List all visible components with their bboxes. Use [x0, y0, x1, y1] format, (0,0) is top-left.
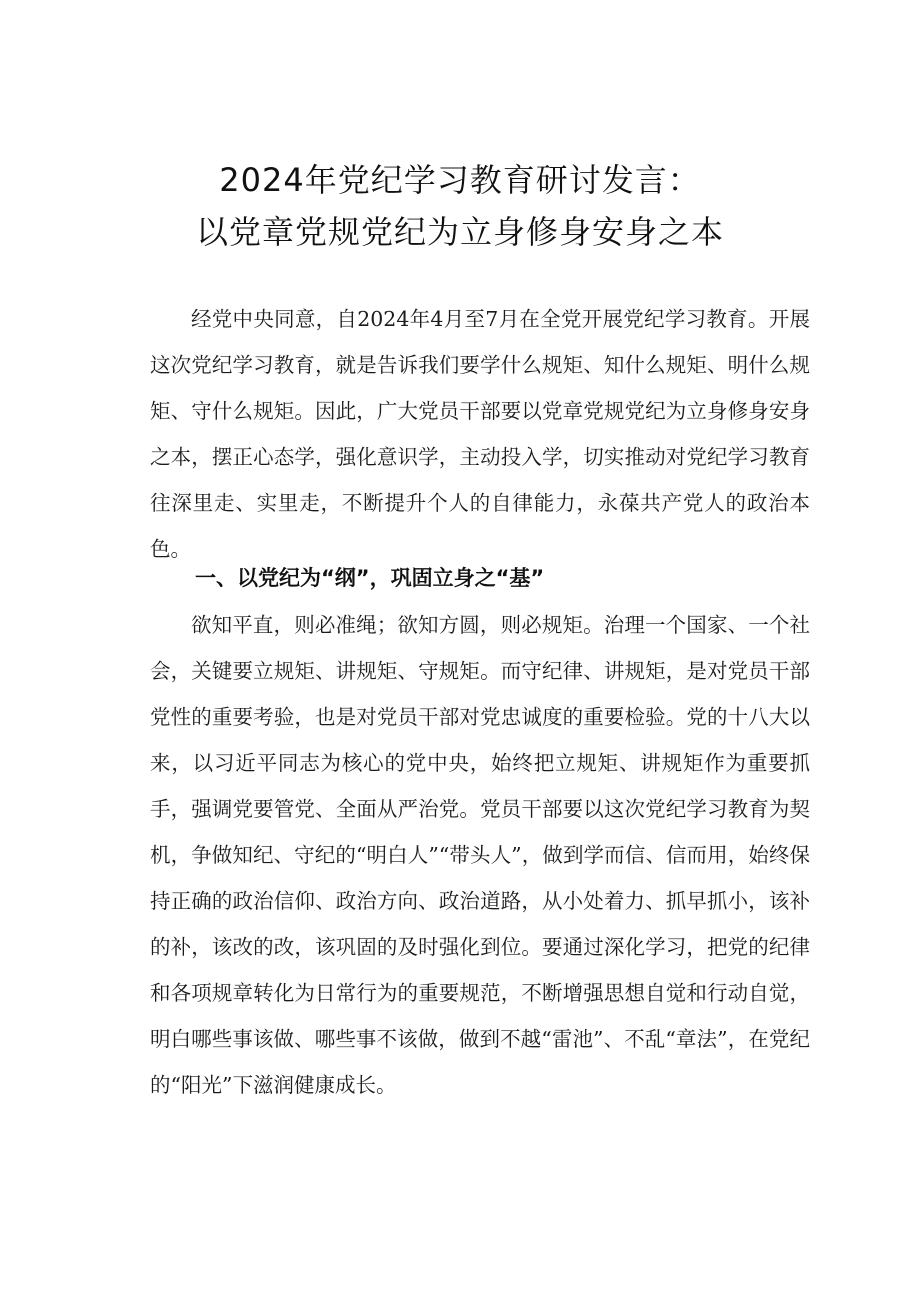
section-heading-1: 一、以党纪为“纲”，巩固立身之“基”	[195, 566, 545, 590]
intro-paragraph: 经党中央同意，自2024年4月至7月在全党开展党纪学习教育。开展这次党纪学习教育，就是告诉我们要学什么规矩、知什么规矩、明什么规矩、守什么规矩。因此，广大党员干部要以党章党规党纪为立身修身安身之本，摆正心态学，强化意识学，主动投入学，切实推动对党纪学习教育往深里走、实里走，不断提升个人的自律能力，永葆共产党人的政治本色。	[150, 307, 810, 561]
document-title-line-2: 以党章党规党纪为立身修身安身之本	[195, 213, 724, 251]
section-1-paragraph: 欲知平直，则必准绳；欲知方圆，则必规矩。治理一个国家、一个社会，关键要立规矩、讲规矩、守规矩。而守纪律、讲规矩，是对党员干部党性的重要考验，也是对党员干部对党忠诚度的重要检验。党的十八大以来，以习近平同志为核心的党中央，始终把立规矩、讲规矩作为重要抓手，强调党要管党、全面从严治党。党员干部要以这次党纪学习教育为契机，争做知纪、守纪的“明白人”“带头人”，做到学而信、信而用，始终保持正确的政治信仰、政治方向、政治道路，从小处着力、抓早抓小，该补的补，该改的改，该巩固的及时强化到位。要通过深化学习，把党的纪律和各项规章转化为日常行为的重要规范，不断增强思想自觉和行动自觉，明白哪些事该做、哪些事不该做，做到不越“雷池”、不乱“章法”，在党纪的“阳光”下滋润健康成长。	[150, 613, 810, 1097]
document-title-line-1: 2024年党纪学习教育研讨发言：	[219, 161, 701, 199]
